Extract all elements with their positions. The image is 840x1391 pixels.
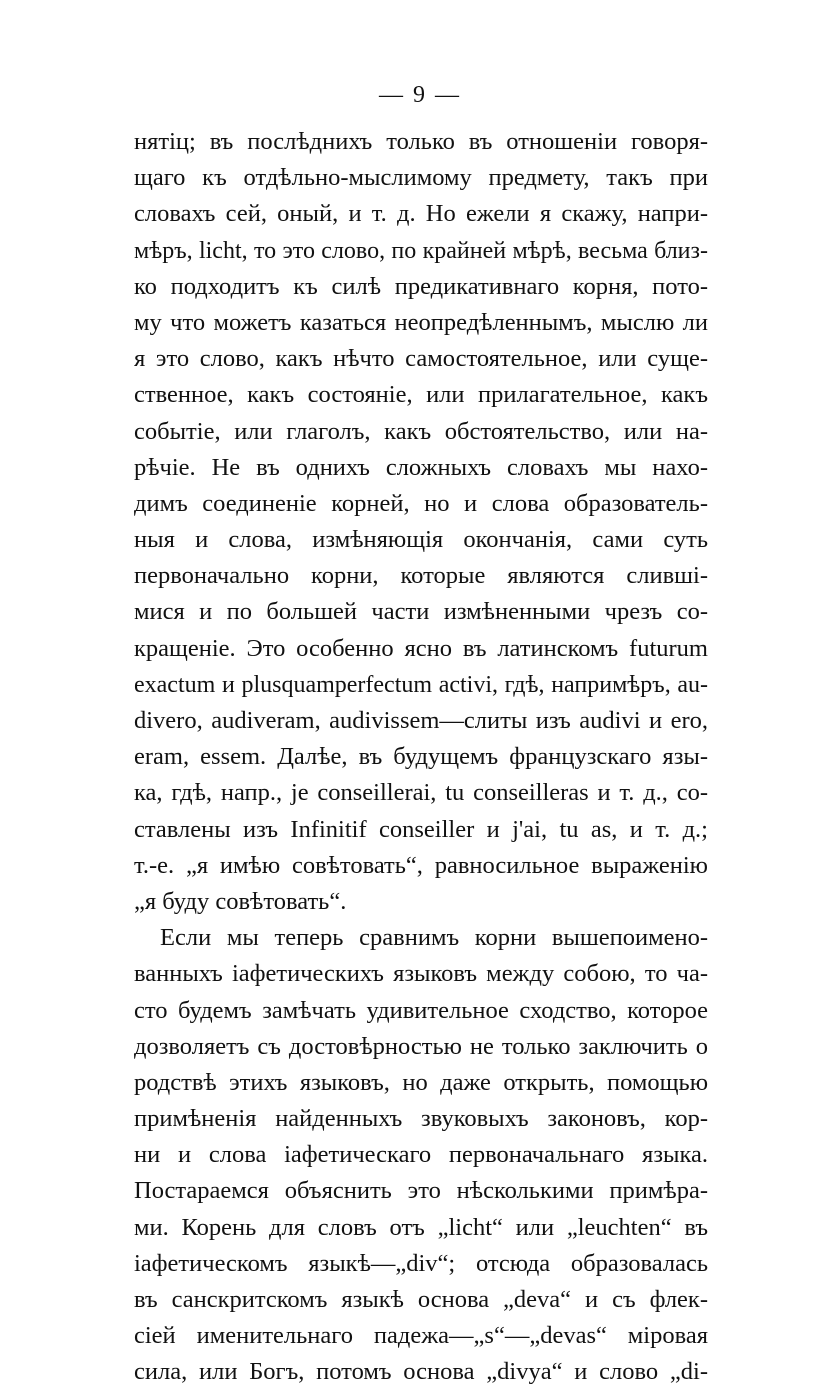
text-line: дозволяетъ съ достовѣрностью не только заключить о: [134, 1032, 708, 1060]
text-line: ныя и слова, измѣняющiя окончанiя, сами суть: [134, 526, 708, 554]
text-line: „я буду совѣтовать“.: [134, 887, 347, 915]
text-line: кращенiе. Это особенно ясно въ латинскомъ futurum: [134, 634, 708, 662]
text-line: му что можетъ казаться неопредѣленнымъ, мыслю ли: [134, 308, 708, 336]
text-line: ни и слова iафетическаго первоначальнаго языка.: [134, 1141, 708, 1169]
text-line: событiе, или глаголъ, какъ обстоятельство, или на-: [134, 417, 708, 445]
text-line: eram, essem. Далѣе, въ будущемъ французскаго язы-: [134, 743, 708, 771]
text-line: ка, гдѣ, напр., je conseillerai, tu conseilleras и т. д., со-: [134, 779, 708, 807]
text-line: т.-е. „я имѣю совѣтовать“, равносильное выраженiю: [134, 851, 708, 879]
text-line: iафетическомъ языкѣ—„div“; отсюда образовалась: [134, 1249, 708, 1277]
text-line: ставлены изъ Infinitif conseiller и j'ai, tu as, и т. д.;: [134, 815, 708, 843]
text-line: ственное, какъ состоянiе, или прилагательное, какъ: [134, 381, 708, 409]
body-text: [134, 124, 708, 1391]
text-line: ванныхъ iафетическихъ языковъ между собою, то ча-: [134, 960, 708, 988]
text-line: мися и по большей части измѣненными чрезъ со-: [134, 598, 708, 626]
paragraph-1: [134, 124, 708, 920]
text-line: ми. Корень для словъ отъ „licht“ или „leuchten“ въ: [134, 1213, 708, 1241]
text-line: родствѣ этихъ языковъ, но даже открыть, помощью: [134, 1068, 708, 1096]
page-number: — 9 —: [379, 82, 461, 108]
text-line: рѣчiе. Не въ однихъ сложныхъ словахъ мы нахо-: [134, 453, 708, 481]
text-line: я это слово, какъ нѣчто самостоятельное, или суще-: [134, 345, 708, 373]
text-line: сiей именительнаго падежа—„s“—„devas“ мiровая: [134, 1322, 708, 1350]
text-line: Постараемся объяснить это нѣсколькими примѣра-: [134, 1177, 708, 1205]
paragraph-2: [134, 920, 708, 1390]
text-line: мѣръ, licht, то это слово, по крайней мѣрѣ, весьма близ-: [134, 237, 708, 264]
text-line: примѣненiя найденныхъ звуковыхъ законовъ, кор-: [134, 1105, 708, 1133]
text-line: первоначально корни, которые являются слившi-: [134, 562, 708, 590]
text-line: словахъ сей, оный, и т. д. Но ежели я скажу, напри-: [134, 200, 708, 228]
text-line: нятiц; въ послѣднихъ только въ отношенiи говоря-: [134, 128, 708, 155]
text-line: димъ соединенiе корней, но и слова образователь-: [134, 489, 708, 517]
text-line: сила, или Богъ, потомъ основа „divya“ и слово „di-: [134, 1358, 708, 1386]
text-line: ко подходитъ къ силѣ предикативнаго корня, пото-: [134, 272, 708, 300]
text-line: Если мы теперь сравнимъ корни вышепоимено-: [160, 924, 708, 952]
text-line: въ санскритскомъ языкѣ основа „deva“ и съ флек-: [134, 1286, 708, 1313]
text-line: щаго къ отдѣльно-мыслимому предмету, такъ при: [134, 164, 708, 192]
text-line: сто будемъ замѣчать удивительное сходство, которое: [134, 996, 708, 1024]
text-line: divero, audiveram, audivissem—слиты изъ audivi и ero,: [134, 707, 708, 734]
text-line: exactum и plusquamperfectum activi, гдѣ, напримѣръ, au-: [134, 671, 708, 698]
